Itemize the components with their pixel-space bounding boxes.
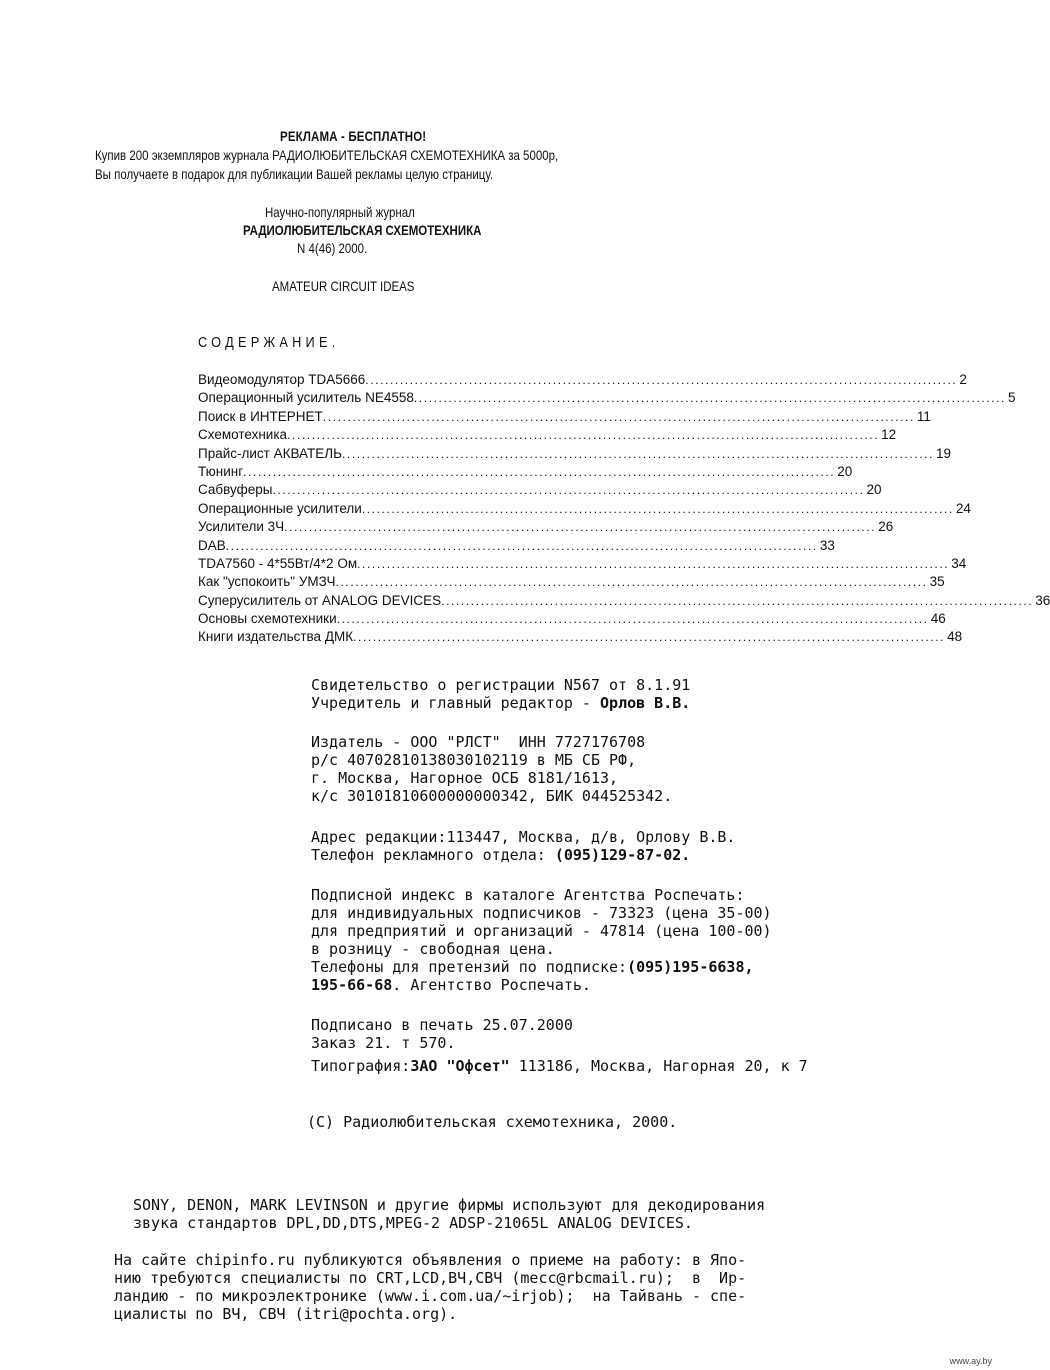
- toc-leader-dots: ........................................................................................................................: [441, 593, 1034, 608]
- toc-item-page: 24: [955, 500, 971, 516]
- toc-leader-dots: ........................................................................................................................: [284, 520, 877, 535]
- toc-leader-dots: ........................................................................................................................: [336, 612, 929, 627]
- toc-item: [198, 445, 952, 464]
- copyright: (С) Радиолюбительская схемотехника, 2000.: [307, 1113, 678, 1131]
- magazine-name: РАДИОЛЮБИТЕЛЬСКАЯ СХЕМОТЕХНИКА: [243, 222, 482, 238]
- typography-label: Типография:: [311, 1057, 411, 1075]
- claims-phone-2: 195-66-68: [311, 976, 393, 994]
- toc-item-title: Книги издательства ДМК: [198, 629, 354, 645]
- magazine-issue: N 4(46) 2000.: [297, 240, 368, 256]
- toc-item: [198, 574, 945, 592]
- toc-item-page: 36: [1035, 592, 1050, 608]
- jobs-note-line-2: нию требуются специалисты по CRT,LCD,ВЧ,СВЧ (mecc@rbcmail.ru); в Ир-: [114, 1269, 747, 1287]
- toc-leader-dots: ........................................................................................................................: [357, 556, 950, 571]
- toc-item: [198, 519, 894, 537]
- ad-text-line-1: Купив 200 экземпляров журнала РАДИОЛЮБИТЕЛЬСКАЯ СХЕМОТЕХНИКА за 5000р,: [95, 147, 559, 163]
- toc-item-page: 20: [866, 482, 882, 498]
- jobs-note-line-4: циалисты по ВЧ, СВЧ (itri@pochta.org).: [114, 1305, 458, 1323]
- toc-item: [198, 611, 946, 629]
- toc-item-title: Операционные усилители: [198, 500, 362, 516]
- toc-item: [198, 482, 882, 500]
- jobs-note-line-1: На сайте chipinfo.ru публикуются объявления о приеме на работу: в Япо-: [114, 1251, 747, 1269]
- editor-name: Орлов В.В.: [599, 694, 691, 712]
- toc-item-title: Операционный усилитель NE4558: [198, 390, 414, 406]
- toc-item-title: Сабвуферы: [198, 482, 273, 498]
- toc-item-page: 20: [837, 463, 853, 479]
- ad-phone-number: (095)129-87-02.: [554, 846, 691, 864]
- subscription-line-1: Подписной индекс в каталоге Агентства Роспечать:: [311, 886, 745, 904]
- typography-name: ЗАО "Офсет": [410, 1057, 510, 1075]
- toc-item-title: Усилители 3Ч: [198, 519, 285, 535]
- watermark: www.ay.by: [949, 1356, 992, 1366]
- claims-phone-1: (095)195-6638,: [627, 958, 754, 976]
- toc-item: [198, 629, 963, 647]
- toc-leader-dots: ........................................................................................................................: [243, 464, 836, 479]
- agency-label: . Агентство Роспечать.: [392, 976, 591, 994]
- address-line: Адрес редакции:113447, Москва, д/в, Орлову В.В.: [311, 828, 736, 846]
- subscription-line-4: в розницу - свободная цена.: [311, 940, 555, 958]
- toc-item-title: DAB: [198, 537, 226, 553]
- toc-item: [198, 408, 931, 427]
- toc-item-page: 26: [878, 519, 894, 535]
- toc-item: [198, 463, 853, 482]
- toc-item-page: 5: [1007, 390, 1016, 406]
- subscription-line-5: [311, 958, 754, 976]
- founder-line: [311, 694, 690, 712]
- toc-leader-dots: ........................................................................................................................: [361, 501, 954, 516]
- jobs-note-line-3: ландию - по микроэлектронике (www.i.com.ua/~irjob); на Тайвань - спе-: [114, 1287, 747, 1305]
- toc-item-title: Схемотехника: [198, 427, 288, 443]
- founder-label: Учредитель и главный редактор -: [311, 694, 600, 712]
- toc-leader-dots: ........................................................................................................................: [272, 483, 865, 498]
- toc-item-title: Основы схемотехники: [198, 611, 337, 627]
- magazine-kind: Научно-популярный журнал: [265, 204, 415, 220]
- toc-item-page: 48: [947, 629, 963, 645]
- typography-address: 113186, Москва, Нагорная 20, к 7: [509, 1057, 808, 1075]
- toc-heading: СОДЕРЖАНИЕ.: [198, 334, 340, 351]
- toc-item: [198, 427, 897, 445]
- toc-item-page: 2: [959, 372, 967, 387]
- toc-item: [198, 592, 1050, 611]
- toc-item: [198, 390, 1016, 408]
- toc-item-title: Поиск в ИНТЕРНЕТ: [198, 408, 323, 424]
- toc-item: [198, 500, 971, 519]
- publisher-line-2: р/с 40702810138030102119 в МБ СБ РФ,: [311, 751, 637, 769]
- table-of-contents: [198, 372, 1050, 648]
- toc-leader-dots: ........................................................................................................................: [335, 575, 928, 590]
- publisher-line-1: Издатель - ООО "РЛСТ" ИНН 7727176708: [311, 733, 646, 751]
- toc-item-page: 19: [936, 445, 952, 461]
- toc-item-page: 33: [819, 537, 835, 553]
- toc-item-page: 12: [881, 427, 897, 443]
- toc-item: [198, 555, 967, 574]
- toc-item-title: Прайс-лист АКВАТЕЛЬ: [198, 445, 342, 461]
- toc-item-page: 11: [916, 408, 931, 424]
- toc-item-title: Суперусилитель от ANALOG DEVICES: [198, 592, 442, 608]
- toc-item-title: Видеомодулятор TDA5666: [198, 372, 366, 387]
- ad-phone-line: [311, 846, 690, 864]
- toc-item-page: 34: [951, 555, 967, 571]
- magazine-english-name: AMATEUR CIRCUIT IDEAS: [272, 278, 415, 294]
- toc-leader-dots: ........................................................................................................................: [341, 446, 935, 461]
- toc-item-page: 46: [930, 611, 946, 627]
- ad-title: РЕКЛАМА - БЕСПЛАТНО!: [280, 128, 427, 144]
- sony-note-line-2: звука стандартов DPL,DD,DTS,MPEG-2 ADSP-21065L ANALOG DEVICES.: [133, 1214, 693, 1232]
- toc-leader-dots: ........................................................................................................................: [413, 391, 1006, 406]
- printing-line-2: Заказ 21. т 570.: [311, 1034, 456, 1052]
- registration-line: Свидетельство о регистрации N567 от 8.1.91: [311, 676, 691, 694]
- toc-leader-dots: ........................................................................................................................: [322, 409, 915, 424]
- toc-leader-dots: ........................................................................................................................: [353, 630, 946, 645]
- printing-line-1: Подписано в печать 25.07.2000: [311, 1016, 573, 1034]
- ad-text-line-2: Вы получаете в подарок для публикации Вашей рекламы целую страницу.: [95, 166, 494, 182]
- toc-item: [198, 372, 967, 390]
- toc-item-title: Тюнинг: [198, 463, 244, 479]
- ad-phone-label: Телефон рекламного отдела:: [311, 846, 555, 864]
- toc-leader-dots: ........................................................................................................................: [365, 373, 958, 387]
- toc-item-title: Как "успокоить" УМЗЧ: [198, 574, 336, 590]
- claims-phone-label: Телефоны для претензий по подписке:: [311, 958, 628, 976]
- subscription-line-2: для индивидуальных подписчиков - 73323 (цена 35-00): [311, 904, 772, 922]
- printing-line-3: [311, 1057, 808, 1075]
- subscription-line-6: [311, 976, 591, 994]
- toc-item-title: TDA7560 - 4*55Вт/4*2 Ом: [198, 555, 358, 571]
- toc-leader-dots: ........................................................................................................................: [287, 428, 880, 443]
- toc-item: [198, 537, 835, 556]
- publisher-line-3: г. Москва, Нагорное ОСБ 8181/1613,: [311, 769, 619, 787]
- toc-leader-dots: ........................................................................................................................: [225, 538, 818, 553]
- publisher-line-4: к/с 30101810600000000342, БИК 044525342.: [311, 787, 673, 805]
- subscription-line-3: для предприятий и организаций - 47814 (цена 100-00): [311, 922, 772, 940]
- toc-item-page: 35: [929, 574, 945, 590]
- sony-note-line-1: SONY, DENON, MARK LEVINSON и другие фирмы используют для декодирования: [133, 1196, 766, 1214]
